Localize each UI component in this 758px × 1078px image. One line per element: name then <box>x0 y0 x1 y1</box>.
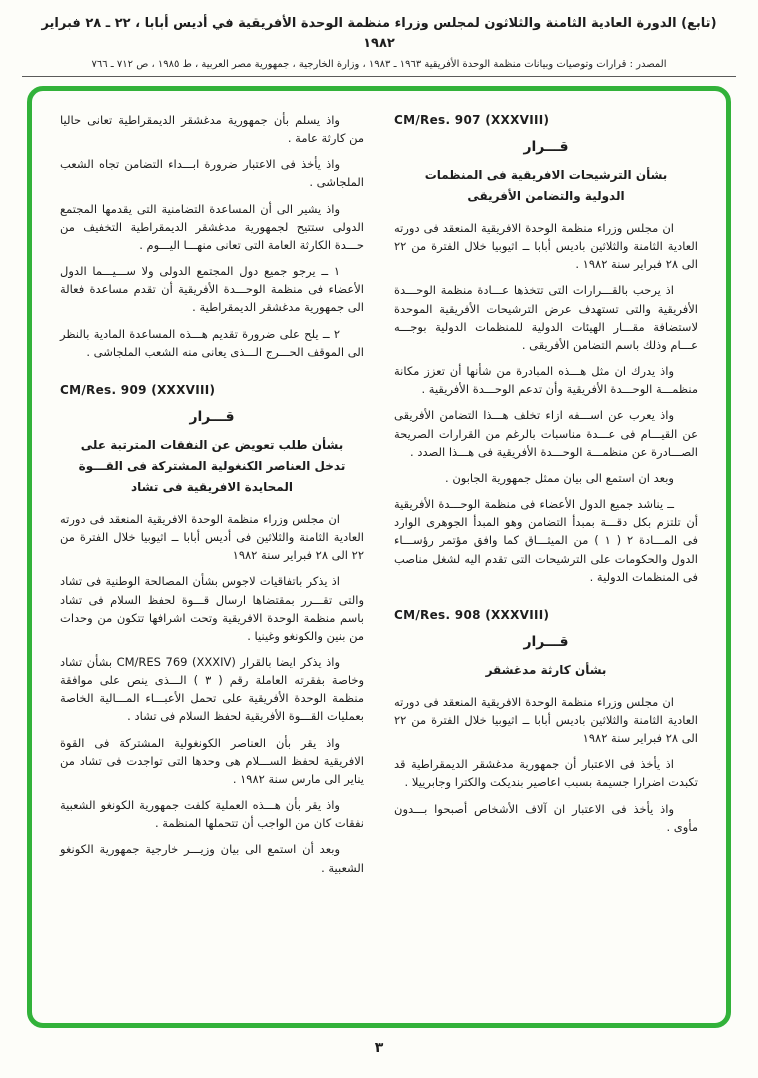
resolution-908-title-line: بشأن كارثة مدغشقر <box>485 662 607 677</box>
resolution-909-paragraph: اذ يذكر باتفاقيات لاجوس بشأن المصالحة الوطنية فى تشاد والتى تقـــرر بمقتضاها ارسال قـــوة لحفظ السلام فى تشاد باسم منظمة الوحدة الافريقية وتحت اشرافها تتكون من وحدات من بنين والكونغو وغينيا . <box>60 574 364 643</box>
resolution-907-paragraph: واذ يعرب عن اســـفه ازاء تخلف هـــذا التضامن الأفريقى عن القيـــام فى عـــدة مناسبات بالرغم من القرارات الصريحة الصـــادرة عن منظمـــة الوحـــدة الأفريقية فى هـــذا الصدد . <box>394 408 698 459</box>
resolution-908-continuation-paragraph: واذ يأخذ فى الاعتبار ضرورة ابـــداء التضامن تجاه الشعب الملجاشى . <box>60 157 364 190</box>
resolution-909-title <box>60 435 364 498</box>
resolution-909-title-line: تدخل العناصر الكنغولية المشتركة فى القـــوة <box>78 458 346 473</box>
resolution-907-title <box>394 165 698 207</box>
page-footer <box>0 1037 758 1056</box>
resolution-909-ref: CM/Res. 909 (XXXVIII) <box>60 382 216 397</box>
header-title: (تابع) الدورة العادية الثامنة والثلاثون لمجلس وزراء منظمة الوحدة الأفريقية في أديس أبابا ، ٢٢ ـ ٢٨ فبراير ١٩٨٢ <box>41 16 717 51</box>
resolution-909-paragraph: واذ يقر بأن هـــذه العملية كلفت جمهورية الكونغو الشعبية نفقات كان من الواجب أن تتحملها المنظمة . <box>60 798 364 831</box>
header-source: المصدر : قرارات وتوصيات وبيانات منظمة الوحدة الأفريقية ١٩٦٣ ـ ١٩٨٣ ، وزارة الخارجية ، جمهورية مصر العربية ، ط ١٩٨٥ ، ص ٧١٢ ـ ٧٦٦ <box>91 59 667 70</box>
resolution-909-paragraph: وبعد أن استمع الى بيان وزيـــر خارجية جمهورية الكونغو الشعبية . <box>60 842 364 875</box>
resolution-908-ref: CM/Res. 908 (XXXVIII) <box>394 607 550 622</box>
resolution-908-continuation-paragraph: واذ يسلم بأن جمهورية مدغشقر الديمقراطية تعانى حاليا من كارثة عامة . <box>60 113 364 146</box>
resolution-907-paragraph: وبعد ان استمع الى بيان ممثل جمهورية الجابون . <box>445 470 674 485</box>
content-frame <box>27 86 731 1028</box>
resolution-907-paragraph: واذ يدرك ان مثل هـــذه المبادرة من شأنها أن تعزز مكانة منظمـــة الوحـــدة الأفريقية وأن تدعم الوحـــدة الأفريقية . <box>394 364 698 397</box>
two-column-layout <box>60 111 698 1011</box>
resolution-909-title-line: المحايدة الافريقية فى تشاد <box>131 479 293 494</box>
resolution-908-paragraph: اذ يأخذ فى الاعتبار أن جمهورية مدغشقر الديمقراطية قد تكبدت اضرارا جسيمة بسبب اعاصير بنديكت والكترا وجابرييلا . <box>394 757 698 790</box>
resolution-909-heading: قـــرار <box>189 408 235 425</box>
page-number: ٣ <box>374 1040 384 1056</box>
resolution-908-continuation-paragraph: واذ يشير الى أن المساعدة التضامنية التى يقدمها المجتمع الدولى ستتيح لجمهورية مدغشقر الديمقراطية التخفيف من حـــدة الكارثة العامة التى تعانى منهـــا اليـــوم . <box>60 201 364 252</box>
page-header <box>0 0 758 70</box>
resolution-908-continuation-paragraph: ٢ ــ يلح على ضرورة تقديم هـــذه المساعدة المادية بالنظر الى الموقف الحـــرج الـــذى يعانى منه الشعب الملجاشى . <box>60 326 364 359</box>
resolution-907-paragraph: ــ يناشد جميع الدول الأعضاء فى منظمة الوحـــدة الأفريقية أن تلتزم بكل دقـــة بمبدأ التضامن وهو المبدأ الجوهرى الوارد فى المـــادة ٢ ( ١ ) من الميثـــاق كما وافق مؤتمر رؤســـاء الدول والحكومات على الترشيحات التى تقدم اليه لشغل مناصب فى المنظمات الدولية . <box>394 497 698 584</box>
resolution-909-title-line: بشأن طلب تعويض عن النفقات المترتبة على <box>80 437 344 452</box>
right-column <box>394 111 698 1011</box>
resolution-907-title-line: الدولية والتضامن الأفريقى <box>467 189 625 203</box>
resolution-907-paragraph: اذ يرحب بالقـــرارات التى تتخذها عـــادة منظمة الوحـــدة الأفريقية والتى تستهدف عرض الترشيحات الأفريقية الموحدة لاستضافة مقـــار الهيئات الدولية للمنظمات الدولية بوجـــه عـــام وذلك باسم التضامن الأفريقى . <box>394 283 698 352</box>
resolution-909-paragraph: واذ يقر بأن العناصر الكونغولية المشتركة فى القوة الافريقية لحفظ الســـلام هى وحدها التى تواجدت فى تشاد من يناير الى مارس سنة ١٩٨٢ . <box>60 735 364 786</box>
left-column <box>60 111 364 1011</box>
resolution-908-continuation-paragraph: ١ ــ يرجو جميع دول المجتمع الدولى ولا ســـيـــما الدول الأعضاء فى منظمة الوحـــدة الأفريقية أن تقدم مساعدة فعالة الى جمهورية مدغشقر الديمقراطية . <box>60 264 364 315</box>
resolution-908-title <box>394 660 698 681</box>
resolution-908-paragraph: واذ يأخذ فى الاعتبار ان آلاف الأشخاص أصبحوا بـــدون مأوى . <box>394 801 698 834</box>
resolution-907-heading: قـــرار <box>523 139 569 155</box>
resolution-907-title-line: بشأن الترشيحات الافريقية فى المنظمات <box>424 168 668 182</box>
resolution-908-paragraph: ان مجلس وزراء منظمة الوحدة الافريقية المنعقد فى دورته العادية الثامنة والثلاثين باديس أبابا ــ اثيوبيا خلال الفترة من ٢٢ الى ٢٨ فبراير سنة ١٩٨٢ <box>394 694 698 746</box>
resolution-909-paragraph: واذ يذكر ايضا بالقرار CM/RES 769 (XXXIV) بشأن تشاد وخاصة بفقرته العاملة رقم ( ٣ ) الـــذى ينص على موافقة منظمة الوحدة الأفريقية على تحمل الأعبـــاء المـــالية الخاصة بعمليات القـــوة الأفريقية لحفظ السلام فى تشاد . <box>60 654 364 724</box>
resolution-907-paragraph: ان مجلس وزراء منظمة الوحدة الافريقية المنعقد فى دورته العادية الثامنة والثلاثين باديس أبابا ــ اثيوبيا خلال الفترة من ٢٢ الى ٢٨ فبراير سنة ١٩٨٢ . <box>394 221 698 272</box>
resolution-908-heading: قـــرار <box>523 633 569 650</box>
header-divider <box>22 76 736 77</box>
resolution-909-paragraph: ان مجلس وزراء منظمة الوحدة الافريقية المنعقد فى دورته العادية الثامنة والثلاثين فى أديس أبابا ــ اثيوبيا خلال الفترة من ٢٢ الى ٢٨ فبراير سنة ١٩٨٢ <box>60 511 364 563</box>
resolution-907-ref: CM/Res. 907 (XXXVIII) <box>394 113 550 127</box>
